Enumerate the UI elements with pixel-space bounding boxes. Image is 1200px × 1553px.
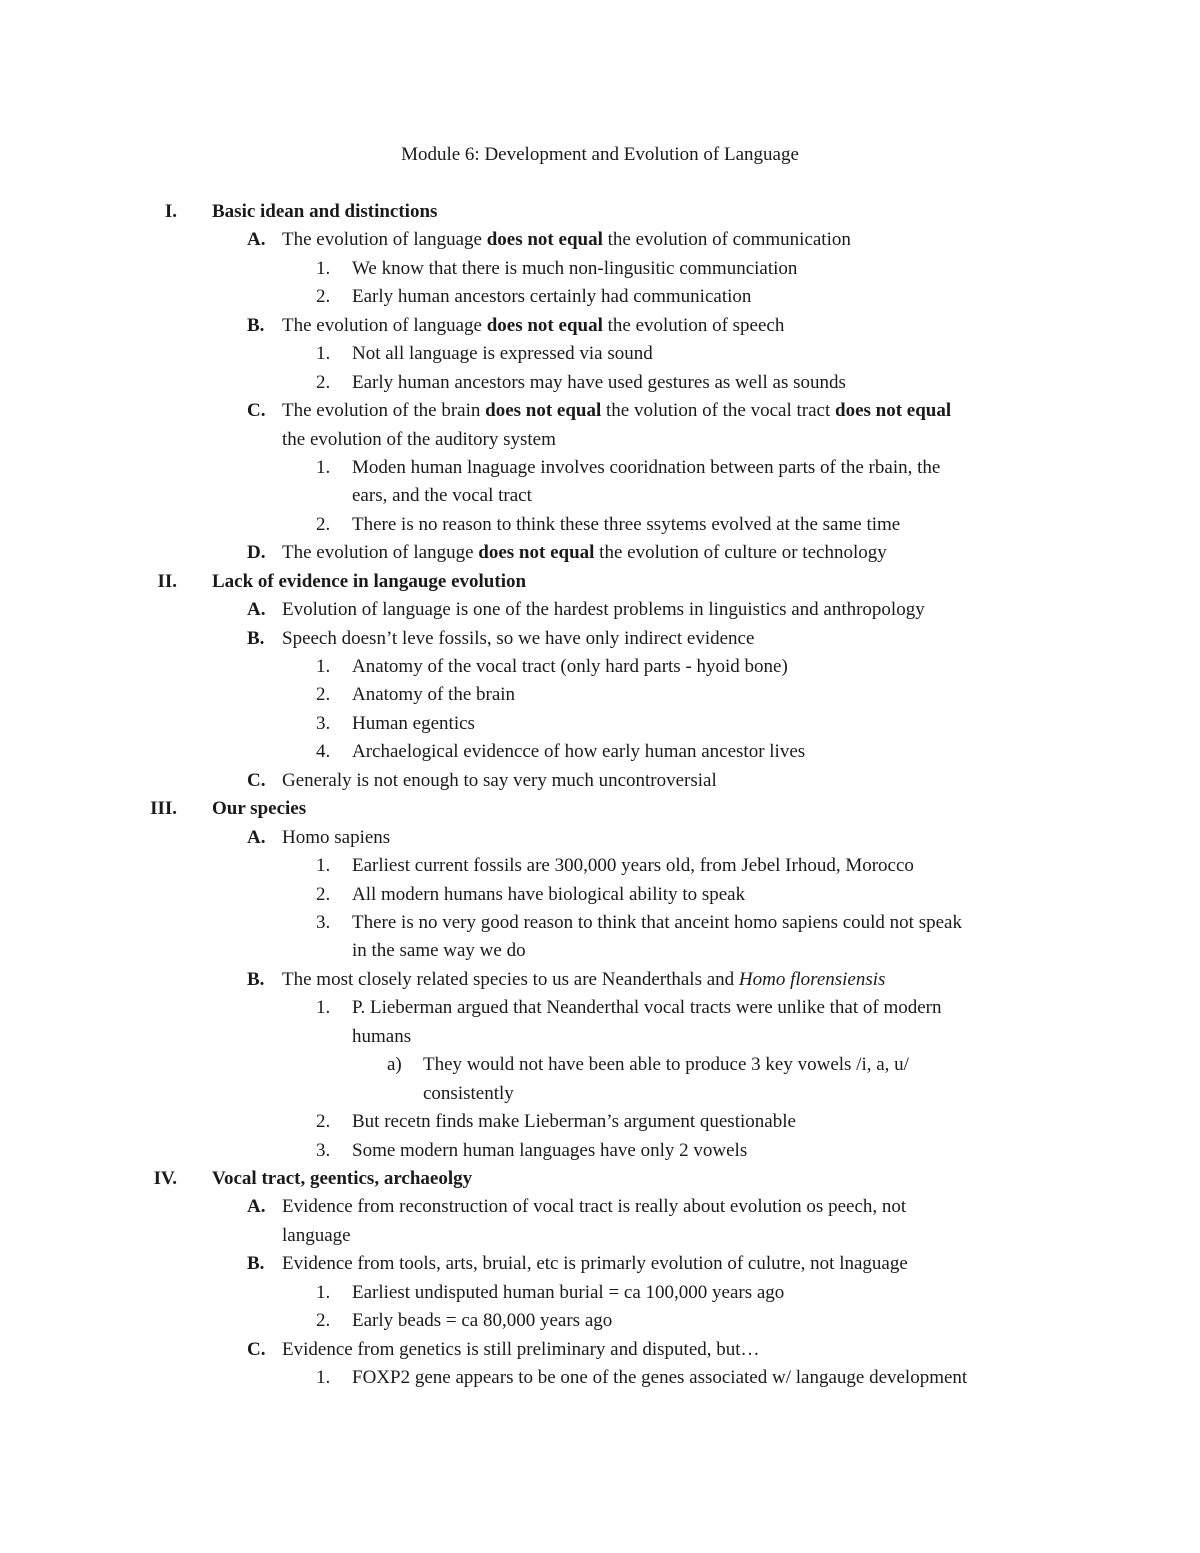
text-run: Early beads = ca 80,000 years ago bbox=[352, 1310, 613, 1332]
section-heading bbox=[212, 198, 437, 226]
outline-item bbox=[352, 511, 900, 539]
outline-marker: 1. bbox=[316, 656, 331, 678]
text-run: the evolution of speech bbox=[602, 314, 785, 336]
outline-marker: 3. bbox=[316, 912, 331, 933]
text-run: Not all language is expressed via sound bbox=[352, 343, 653, 365]
outline-marker: B. bbox=[247, 314, 265, 336]
outline-item bbox=[282, 1193, 906, 1221]
outline-marker: A. bbox=[247, 599, 266, 621]
outline-item bbox=[352, 283, 751, 311]
outline-marker: A. bbox=[247, 826, 266, 848]
outline-item bbox=[352, 1023, 411, 1051]
text-run: The evolution of language bbox=[282, 314, 487, 336]
outline-marker: 3. bbox=[316, 712, 331, 734]
text-run: does not equal bbox=[478, 542, 595, 564]
outline-item bbox=[282, 1222, 351, 1250]
outline-item bbox=[352, 454, 940, 482]
text-run: Homo florensiensis bbox=[738, 968, 886, 990]
outline-item bbox=[282, 397, 951, 425]
outline-item bbox=[282, 596, 925, 624]
text-run: Homo sapiens bbox=[282, 826, 391, 848]
outline-marker: I. bbox=[164, 201, 177, 222]
outline-marker: D. bbox=[247, 542, 266, 564]
outline-marker: 4. bbox=[316, 741, 331, 763]
outline-item bbox=[282, 426, 556, 454]
text-run: Evidence from reconstruction of vocal tract is really about evolution os peech, not bbox=[282, 1196, 907, 1218]
outline-item bbox=[352, 255, 797, 283]
text-run: All modern humans have biological ability to speak bbox=[352, 883, 746, 905]
text-run: does not equal bbox=[835, 400, 952, 422]
outline-marker: 1. bbox=[316, 1367, 331, 1389]
outline-marker: 2. bbox=[316, 1310, 331, 1332]
outline-item bbox=[282, 625, 754, 653]
outline-item bbox=[282, 226, 851, 254]
text-run: Anatomy of the brain bbox=[352, 684, 516, 706]
text-run: But recetn finds make Lieberman’s argument questionable bbox=[352, 1111, 796, 1133]
outline-item bbox=[352, 909, 962, 937]
outline-item bbox=[352, 994, 941, 1022]
outline-marker: 2. bbox=[316, 286, 331, 308]
outline-item bbox=[352, 369, 846, 397]
text-run: Earliest undisputed human burial = ca 100,000 years ago bbox=[352, 1281, 785, 1303]
text-run: in the same way we do bbox=[352, 940, 526, 962]
outline-item bbox=[352, 1137, 747, 1165]
outline-marker: 3. bbox=[316, 1139, 331, 1161]
section-heading bbox=[212, 568, 526, 596]
text-run: P. Lieberman argued that Neanderthal vocal tracts were unlike that of modern bbox=[352, 997, 942, 1019]
text-run: the evolution of communication bbox=[602, 229, 851, 251]
outline-marker: 1. bbox=[316, 1281, 331, 1303]
outline-item bbox=[282, 824, 390, 852]
outline-marker: 1. bbox=[316, 257, 331, 279]
outline-item bbox=[282, 1336, 760, 1364]
text-run: The evolution of languge bbox=[282, 542, 479, 564]
outline-marker: C. bbox=[247, 769, 266, 791]
outline-marker: B. bbox=[247, 1253, 265, 1275]
text-run: Human egentics bbox=[352, 712, 475, 734]
text-run: does not equal bbox=[486, 314, 603, 336]
outline-item bbox=[282, 312, 784, 340]
outline-item bbox=[352, 881, 745, 909]
text-run: Lack of evidence in langauge evolution bbox=[212, 570, 527, 592]
text-run: We know that there is much non-lingusitic communciation bbox=[352, 257, 798, 279]
outline-marker: 1. bbox=[316, 456, 331, 478]
text-run: Speech doesn’t leve fossils, so we have only indirect evidence bbox=[282, 627, 755, 649]
text-run: the evolution of the auditory system bbox=[282, 428, 556, 450]
text-run: Anatomy of the vocal tract (only hard parts - hyoid bone) bbox=[352, 656, 788, 678]
text-run: consistently bbox=[423, 1082, 514, 1104]
text-run: the evolution of culture or technology bbox=[594, 542, 887, 564]
text-run: humans bbox=[352, 1025, 412, 1047]
outline-marker: 2. bbox=[316, 684, 331, 706]
outline-item bbox=[352, 681, 515, 709]
outline-marker: IV. bbox=[153, 1167, 177, 1189]
text-run: Our species bbox=[212, 798, 307, 820]
text-run: FOXP2 gene appears to be one of the genes associated w/ langauge development bbox=[352, 1367, 968, 1389]
text-run: Vocal tract, geentics, archaeolgy bbox=[212, 1167, 473, 1189]
outline-marker: 2. bbox=[316, 1111, 331, 1133]
outline-marker: a) bbox=[387, 1054, 402, 1076]
section-heading bbox=[212, 1165, 472, 1193]
text-run: Archaelogical evidencce of how early human ancestor lives bbox=[352, 741, 806, 763]
outline-item bbox=[352, 482, 532, 510]
text-run: does not equal bbox=[486, 229, 603, 251]
outline-marker: 2. bbox=[316, 883, 331, 905]
text-run: Evidence from tools, arts, bruial, etc is primarly evolution of culutre, not lnaguage bbox=[282, 1253, 908, 1275]
outline-marker: II. bbox=[157, 570, 177, 592]
text-run: There is no reason to think these three ssytems evolved at the same time bbox=[352, 513, 901, 535]
outline-item bbox=[423, 1051, 909, 1079]
text-run: The evolution of language bbox=[282, 229, 487, 251]
outline-item bbox=[282, 966, 885, 994]
outline-marker: B. bbox=[247, 968, 265, 990]
outline-marker: B. bbox=[247, 627, 265, 649]
text-run: Early human ancestors certainly had communication bbox=[352, 286, 752, 308]
outline-marker: 1. bbox=[316, 997, 331, 1019]
text-run: Evidence from genetics is still preliminary and disputed, but… bbox=[282, 1338, 760, 1360]
outline-marker: A. bbox=[247, 1196, 266, 1218]
text-run: Moden human lnaguage involves cooridnation between parts of the rbain, the bbox=[352, 456, 941, 478]
section-heading bbox=[212, 795, 306, 823]
outline-marker: C. bbox=[247, 1338, 266, 1360]
outline-item bbox=[352, 937, 526, 965]
text-run: Evolution of language is one of the hardest problems in linguistics and anthropology bbox=[282, 599, 925, 621]
text-run: The most closely related species to us are Neanderthals and bbox=[282, 968, 739, 990]
text-run: They would not have been able to produce 3 key vowels /i, a, u/ bbox=[423, 1054, 909, 1076]
text-run: does not equal bbox=[485, 400, 602, 422]
outline-marker: 2. bbox=[316, 371, 331, 393]
page-title: Module 6: Development and Evolution of Language bbox=[401, 144, 799, 165]
outline-marker: 1. bbox=[316, 343, 331, 365]
outline-marker: C. bbox=[247, 400, 266, 422]
outline-item bbox=[352, 1279, 784, 1307]
outline-marker: III. bbox=[150, 798, 177, 820]
text-run: Earliest current fossils are 300,000 years old, from Jebel Irhoud, Morocco bbox=[352, 855, 914, 877]
text-run: language bbox=[282, 1224, 351, 1246]
outline-item bbox=[352, 340, 653, 368]
text-run: There is no very good reason to think that anceint homo sapiens could not speak bbox=[352, 912, 962, 933]
outline-item bbox=[352, 1307, 612, 1335]
text-run: Some modern human languages have only 2 vowels bbox=[352, 1139, 748, 1161]
text-run: Early human ancestors may have used gestures as well as sounds bbox=[352, 371, 846, 393]
outline-marker: 1. bbox=[316, 855, 331, 877]
outline-item bbox=[352, 1364, 967, 1392]
text-run: the volution of the vocal tract bbox=[601, 400, 836, 422]
text-run: ears, and the vocal tract bbox=[352, 485, 532, 507]
outline-item bbox=[352, 852, 914, 880]
text-run: Generaly is not enough to say very much uncontroversial bbox=[282, 769, 717, 791]
text-run: Basic idean and distinctions bbox=[212, 201, 438, 222]
text-run: The evolution of the brain bbox=[282, 400, 486, 422]
outline-marker: A. bbox=[247, 229, 266, 251]
outline-item bbox=[352, 710, 475, 738]
outline-item bbox=[352, 653, 788, 681]
outline-item bbox=[352, 1108, 796, 1136]
outline-item bbox=[282, 539, 887, 567]
outline-marker: 2. bbox=[316, 513, 331, 535]
outline-item bbox=[282, 767, 717, 795]
outline-item bbox=[282, 1250, 908, 1278]
outline-item bbox=[352, 738, 805, 766]
outline-item bbox=[423, 1080, 514, 1108]
